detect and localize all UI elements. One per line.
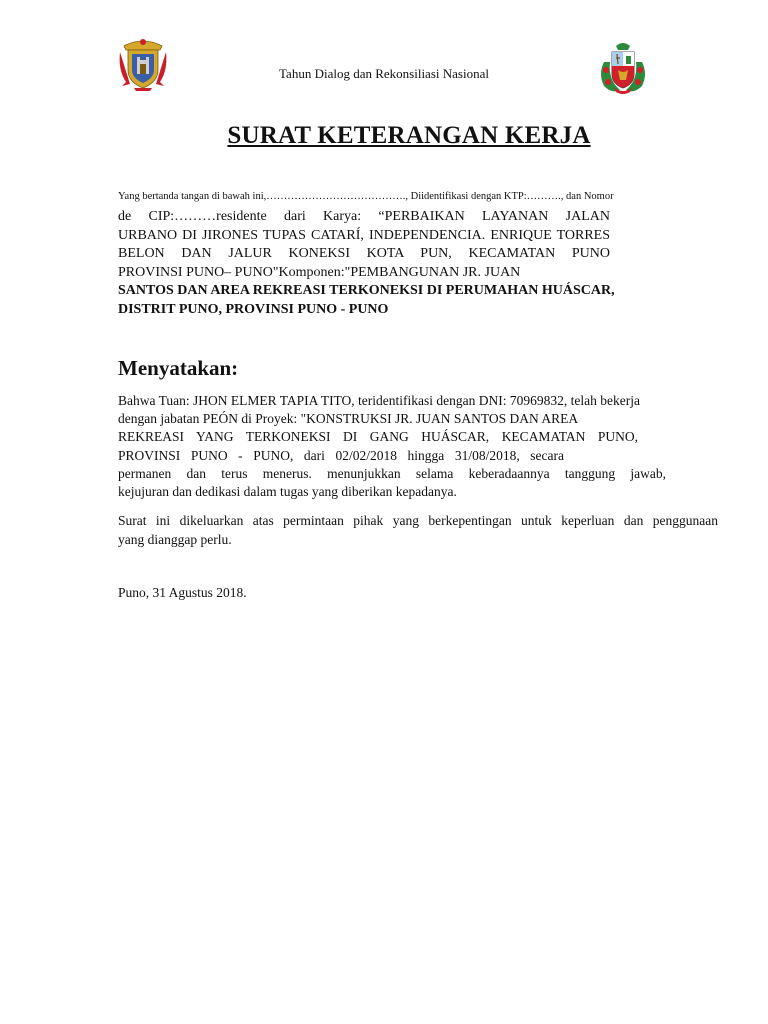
regional-coat-of-arms-icon — [118, 36, 168, 92]
paragraph-line: kejujuran dan dedikasi dalam tugas yang diberikan kepadanya. — [118, 484, 457, 500]
paragraph-line: BELON DAN JALUR KONEKSI KOTA PUN, KECAMATAN PUNO — [118, 246, 610, 261]
paragraph-line: permanen dan terus menerus. menunjukkan selama keberadaannya tanggung jawab, — [118, 465, 666, 481]
paragraph-line: de CIP:………residente dari Karya: “PERBAIKAN LAYANAN JALAN — [118, 209, 610, 224]
paragraph-line: REKREASI YANG TERKONEKSI DI GANG HUÁSCAR, KECAMATAN PUNO, — [118, 429, 638, 445]
paragraph-line: PROVINSI PUNO - PUNO, dari 02/02/2018 hingga 31/08/2018, secara — [118, 447, 564, 463]
header-motto: Tahun Dialog dan Rekonsiliasi Nasional — [279, 66, 489, 81]
project-description — [118, 208, 615, 319]
statement-paragraph — [118, 392, 666, 501]
paragraph-line: PROVINSI PUNO– PUNO"Komponen:"PEMBANGUNAN JR. JUAN — [118, 264, 521, 280]
paragraph-line: Bahwa Tuan: JHON ELMER TAPIA TITO, teridentifikasi dengan DNI: 70969832, telah bekerja — [118, 393, 640, 408]
purpose-paragraph — [118, 512, 718, 549]
document-title: SURAT KETERANGAN KERJA — [227, 122, 591, 149]
national-coat-of-arms-icon — [598, 40, 648, 96]
paragraph-line: yang dianggap perlu. — [118, 531, 232, 547]
intro-line: Yang bertanda tangan di bawah ini,…………………………………., Diidentifikasi dengan KTP:………., dan Nomor — [118, 191, 614, 202]
paragraph-line: Surat ini dikeluarkan atas permintaan pihak yang berkepentingan untuk keperluan dan penggunaan — [118, 513, 718, 528]
paragraph-line: URBANO DI JIRONES TUPAS CATARÍ, INDEPENDENCIA. ENRIQUE TORRES — [118, 227, 610, 243]
paragraph-line-bold: SANTOS DAN AREA REKREASI TERKONEKSI DI PERUMAHAN HUÁSCAR, — [118, 283, 615, 298]
paragraph-line: dengan jabatan PEÓN di Proyek: "KONSTRUKSI JR. JUAN SANTOS DAN AREA — [118, 411, 579, 427]
section-heading: Menyatakan: — [118, 356, 239, 380]
document-date: Puno, 31 Agustus 2018. — [118, 585, 247, 600]
paragraph-line-bold: DISTRIT PUNO, PROVINSI PUNO - PUNO — [118, 301, 389, 317]
